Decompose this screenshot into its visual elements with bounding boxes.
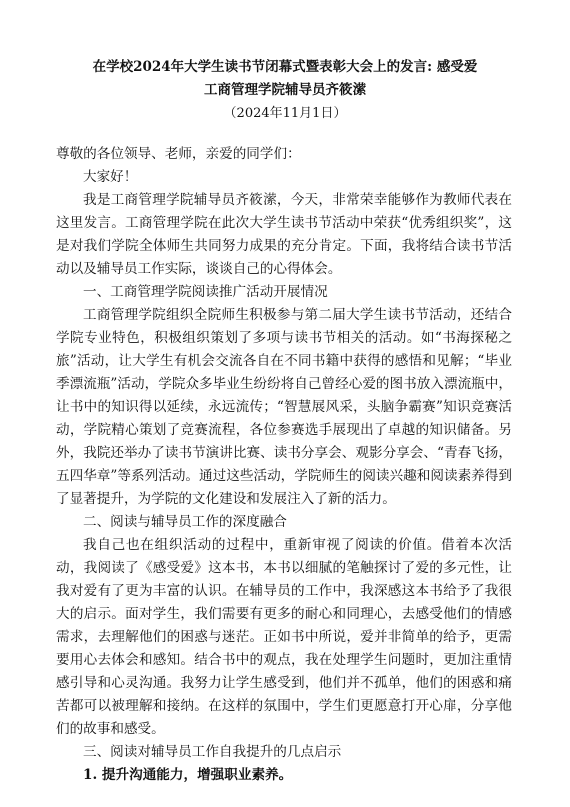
section-2-paragraph: 我自己也在组织活动的过程中，重新审视了阅读的价值。借着本次活动，我阅读了《感受爱》这本书，本书以细腻的笔触探讨了爱的多元性，让我对爱有了更为丰富的认识。在辅导员的工作中，我深感这本书给予了我很大的启示。面对学生，我们需要有更多的耐心和同理心，去感受他们的情感需求，去理解他们的困惑与迷茫。正如书中所说，爱并非简单的给予，更需要用心去体会和感知。结合书中的观点，我在处理学生问题时，更加注重情感引导和心灵沟通。我努力让学生感受到，他们并不孤单，他们的困惑和痛苦都可以被理解和接纳。在这样的氛围中，学生们更愿意打开心扉，分享他们的故事和感受。 — [56, 537, 512, 737]
greeting: 大家好！ — [83, 169, 138, 185]
section-heading-2: 二、阅读与辅导员工作的深度融合 — [83, 514, 287, 530]
speech-title: 在学校2024年大学生读书节闭幕式暨表彰大会上的发言: 感受爱 — [92, 59, 478, 75]
salutation: 尊敬的各位领导、老师，亲爱的同学们： — [56, 146, 301, 162]
intro-paragraph: 我是工商管理学院辅导员齐筱潆，今天，非常荣幸能够作为教师代表在这里发言。工商管理学院在此次大学生读书节活动中荣获“优秀组织奖”，这是对我们学院全体师生共同努力成果的充分肯定。下面，我将结合读书节活动以及辅导员工作实际，谈谈自己的心得体会。 — [56, 192, 512, 277]
section-heading-3: 三、阅读对辅导员工作自我提升的几点启示 — [83, 744, 342, 760]
speech-date: （2024年11月1日） — [223, 106, 347, 121]
section-1-paragraph: 工商管理学院组织全院师生积极参与第二届大学生读书节活动，还结合学院专业特色，积极组织策划了多项与读书节相关的活动。如“书海探秘之旅”活动，让大学生有机会交流各自在不同书籍中获得的感悟和见解；“毕业季漂流瓶”活动，学院众多毕业生纷纷将自己曾经心爱的图书放入漂流瓶中，让书中的知识得以延续，永远流传；“智慧展风采，头脑争霸赛”知识竞赛活动，学院精心策划了竞赛流程，各位参赛选手展现出了卓越的知识储备。另外，我院还举办了读书节演讲比赛、读书分享会、观影分享会、“青春飞扬，五四华章”等系列活动。通过这些活动，学院师生的阅读兴趣和阅读素养得到了显著提升，为学院的文化建设和发展注入了新的活力。 — [56, 307, 512, 507]
speaker-line: 工商管理学院辅导员齐筱潆 — [204, 82, 366, 98]
subsection-heading-3-1: 1. 提升沟通能力，增强职业素养。 — [83, 767, 293, 783]
speech-body — [56, 143, 512, 787]
section-heading-1: 一、工商管理学院阅读推广活动开展情况 — [83, 284, 328, 300]
title-block — [0, 56, 570, 125]
